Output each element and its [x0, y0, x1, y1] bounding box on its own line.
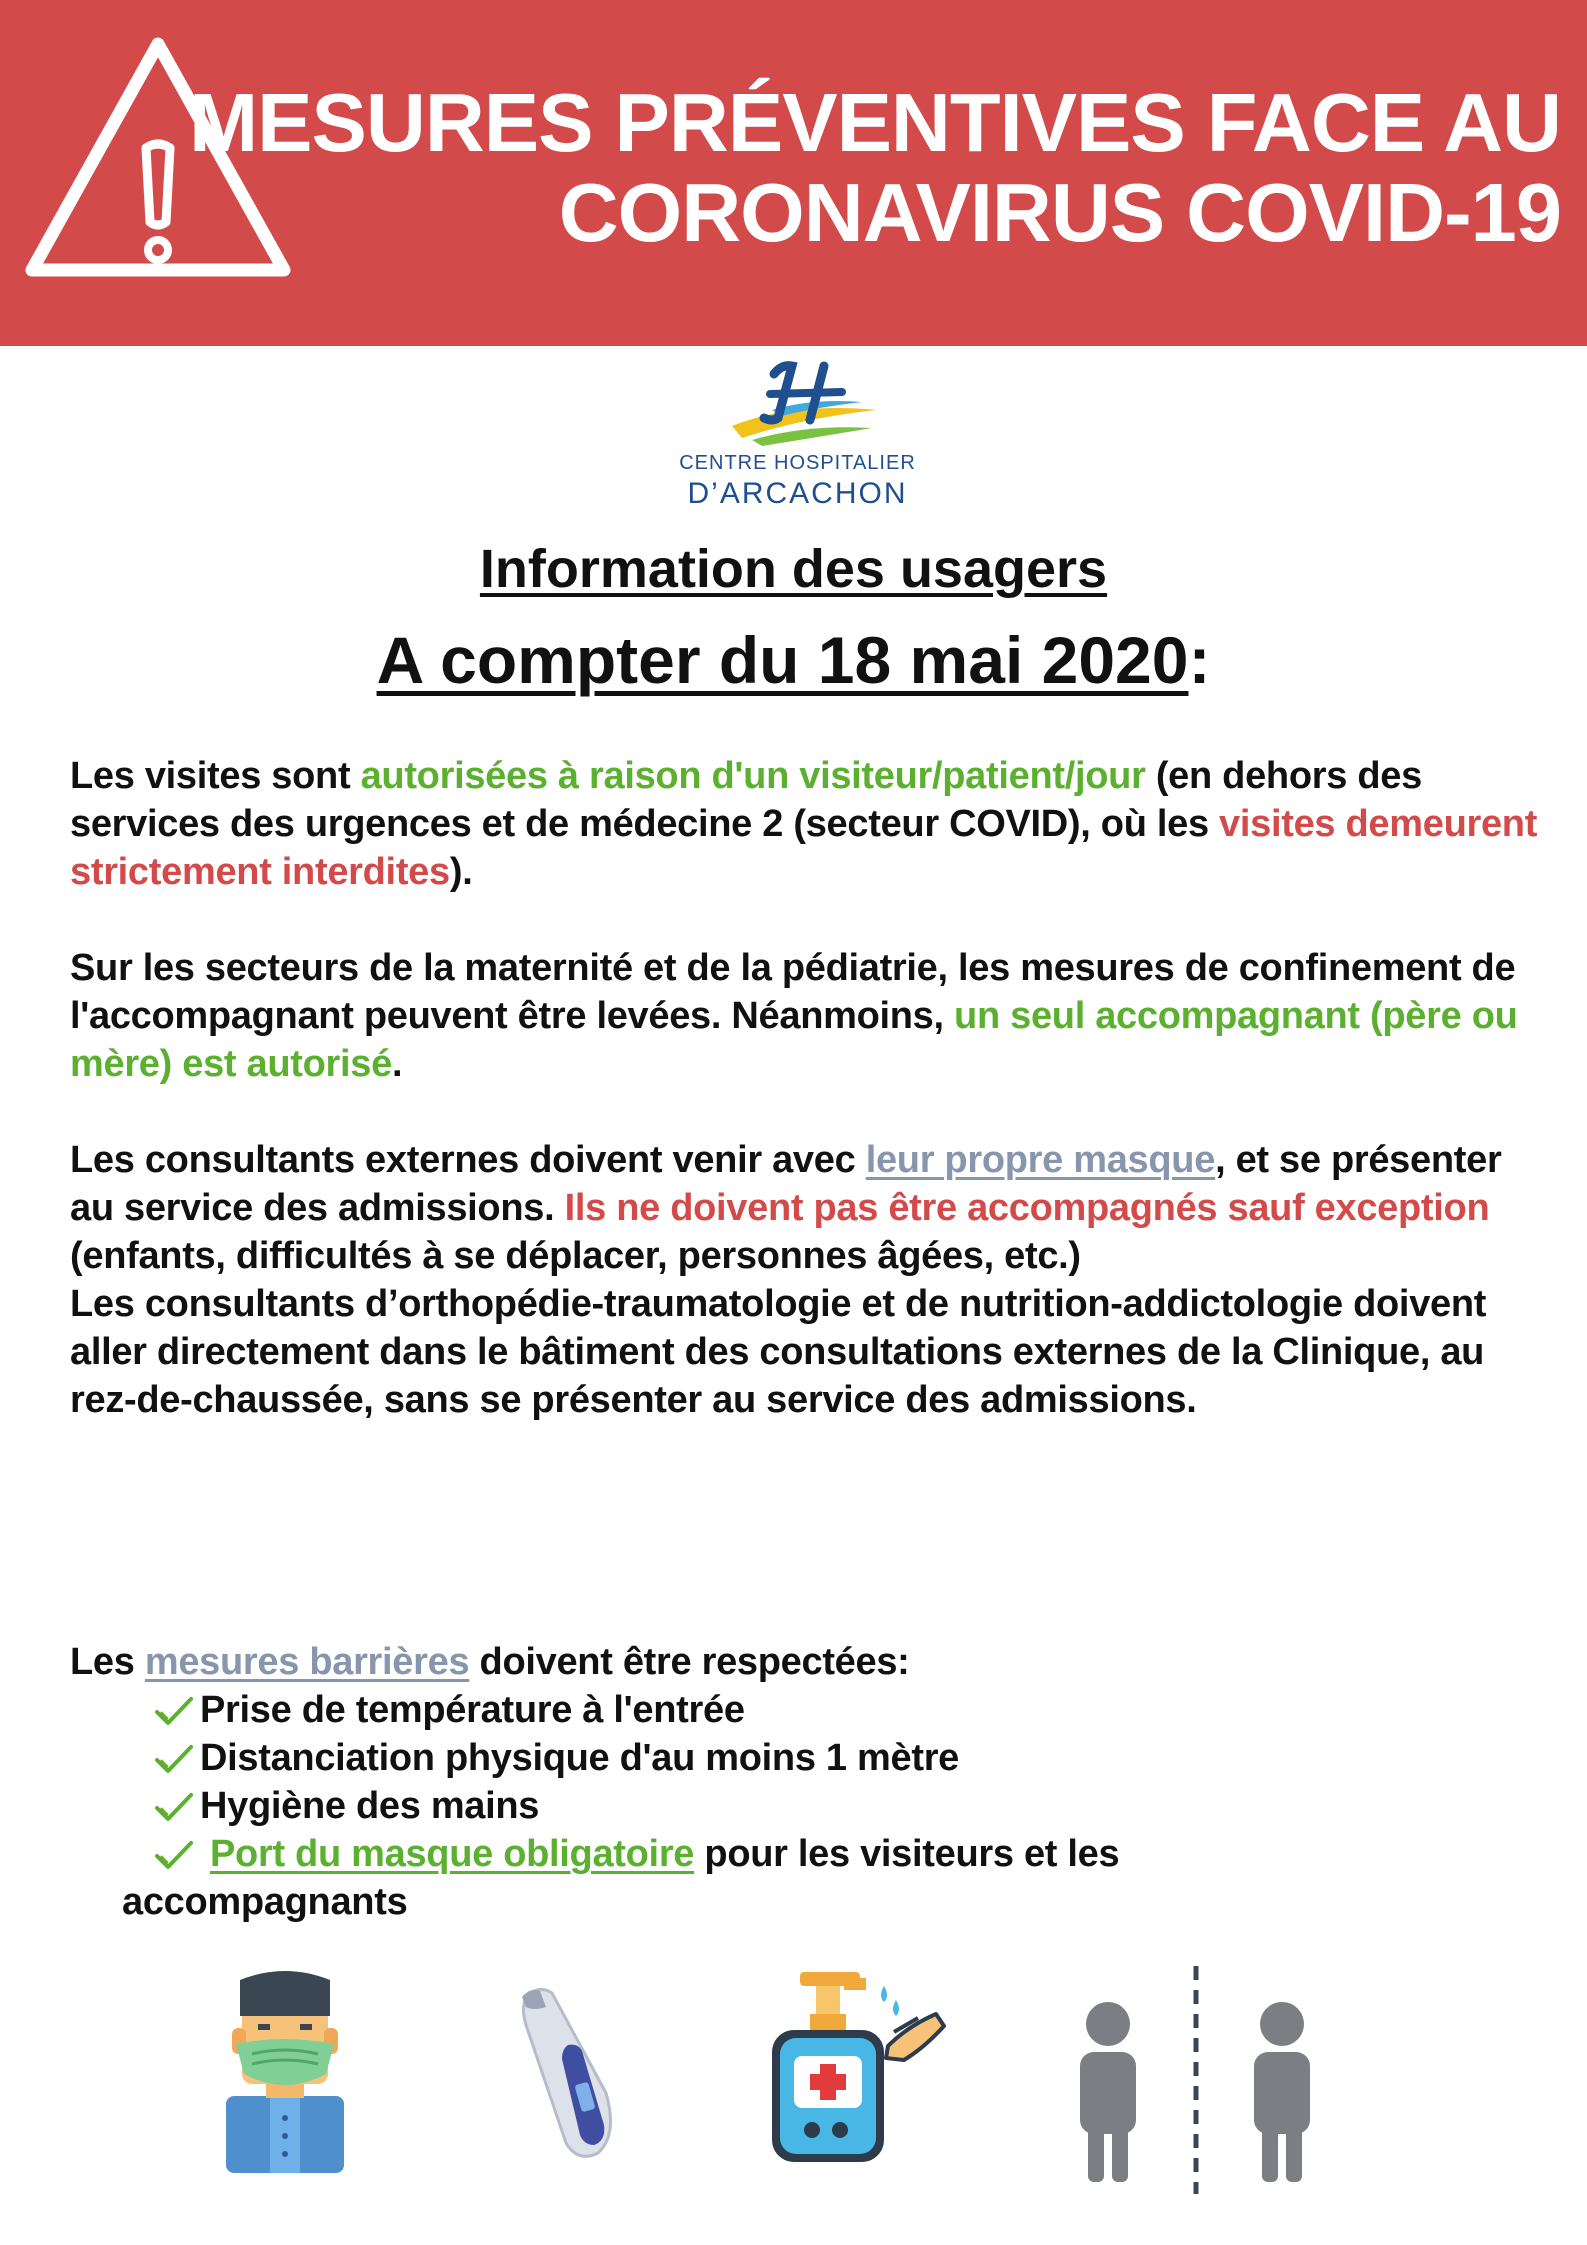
hospital-logo-icon: [712, 358, 882, 446]
visits-paragraph: [70, 752, 1550, 896]
check-icon: [153, 1696, 195, 1726]
maternity-text: Sur les secteurs de la maternité et de la pédiatrie, les mesures de confinement de l'accompagnant peuvent être levées. Néanmoins,: [70, 947, 1516, 1037]
visits-text-3: ).: [449, 851, 473, 893]
check-icon: [153, 1792, 195, 1822]
measure-distancing: Distanciation physique d'au moins 1 mètre: [200, 1737, 960, 1779]
logo-line2: D’ARCACHON: [687, 477, 908, 510]
measures-lead-text-2: doivent être respectées:: [469, 1641, 910, 1683]
check-icon: [153, 1840, 195, 1870]
measure-mask-continuation: accompagnants: [122, 1881, 408, 1923]
measure-hand-hygiene: Hygiène des mains: [200, 1785, 540, 1827]
thermometer-icon: [518, 1985, 623, 2160]
consultants-text-2: , et se présenter au service des admissions.: [70, 1139, 1502, 1229]
consultants-paragraph: [70, 1136, 1550, 1424]
measures-lead-text: Les: [70, 1641, 145, 1683]
consultants-warning-highlight: Ils ne doivent pas être accompagnés sauf exception: [564, 1187, 1490, 1229]
list-item: [70, 1782, 1530, 1830]
consultants-text-3: (enfants, difficultés à se déplacer, personnes âgées, etc.): [70, 1235, 1081, 1277]
consultants-text: Les consultants externes doivent venir avec: [70, 1139, 866, 1181]
list-item: [70, 1686, 1530, 1734]
banner-title: [189, 78, 1561, 258]
date-title: [0, 622, 1587, 698]
barrier-measures-link[interactable]: mesures barrières: [144, 1641, 470, 1683]
masked-person-icon: [222, 1968, 348, 2173]
orthopedics-text: Les consultants d’orthopédie-traumatologie et de nutrition-addictologie doivent aller directement dans le bâtiment des consultations externes de la Clinique, au rez-de-chaussée, sans se présenter au service des admissions.: [70, 1283, 1487, 1421]
barrier-measures: [70, 1638, 1530, 1926]
banner-title-line2: CORONAVIRUS COVID-19: [558, 166, 1561, 259]
visits-text: Les visites sont: [70, 755, 361, 797]
maternity-text-2: .: [391, 1043, 403, 1085]
social-distance-icon: [1070, 1962, 1320, 2197]
logo-line1: CENTRE HOSPITALIER: [679, 452, 916, 474]
header-banner: [0, 0, 1587, 346]
mask-mandatory-link[interactable]: Port du masque obligatoire: [210, 1833, 695, 1875]
check-icon: [153, 1744, 195, 1774]
visits-forbidden-highlight: visites demeurent strictement interdites: [70, 803, 1538, 893]
hand-sanitizer-icon: [768, 1972, 948, 2164]
banner-title-line1: MESURES PRÉVENTIVES FACE AU: [189, 76, 1561, 169]
hospital-logo: [670, 358, 925, 518]
subtitle: [0, 537, 1587, 601]
list-item: [70, 1830, 1530, 1878]
date-title-text: A compter du 18 mai 2020: [376, 623, 1189, 697]
maternity-highlight: un seul accompagnant (père ou mère) est autorisé: [70, 995, 1518, 1085]
measure-temperature: Prise de température à l'entrée: [200, 1689, 745, 1731]
measure-mask-text: pour les visiteurs et les: [694, 1833, 1120, 1875]
visits-text-2: (en dehors des services des urgences et de médecine 2 (secteur COVID), où les: [70, 755, 1422, 845]
maternity-paragraph: [70, 944, 1550, 1088]
subtitle-text: Information des usagers: [479, 539, 1108, 599]
date-title-colon: :: [1188, 623, 1211, 697]
measures-lead: [70, 1638, 1530, 1686]
own-mask-link[interactable]: leur propre masque: [865, 1139, 1216, 1181]
visits-allowed-highlight: autorisées à raison d'un visiteur/patient/jour: [360, 755, 1146, 797]
list-item: [70, 1734, 1530, 1782]
